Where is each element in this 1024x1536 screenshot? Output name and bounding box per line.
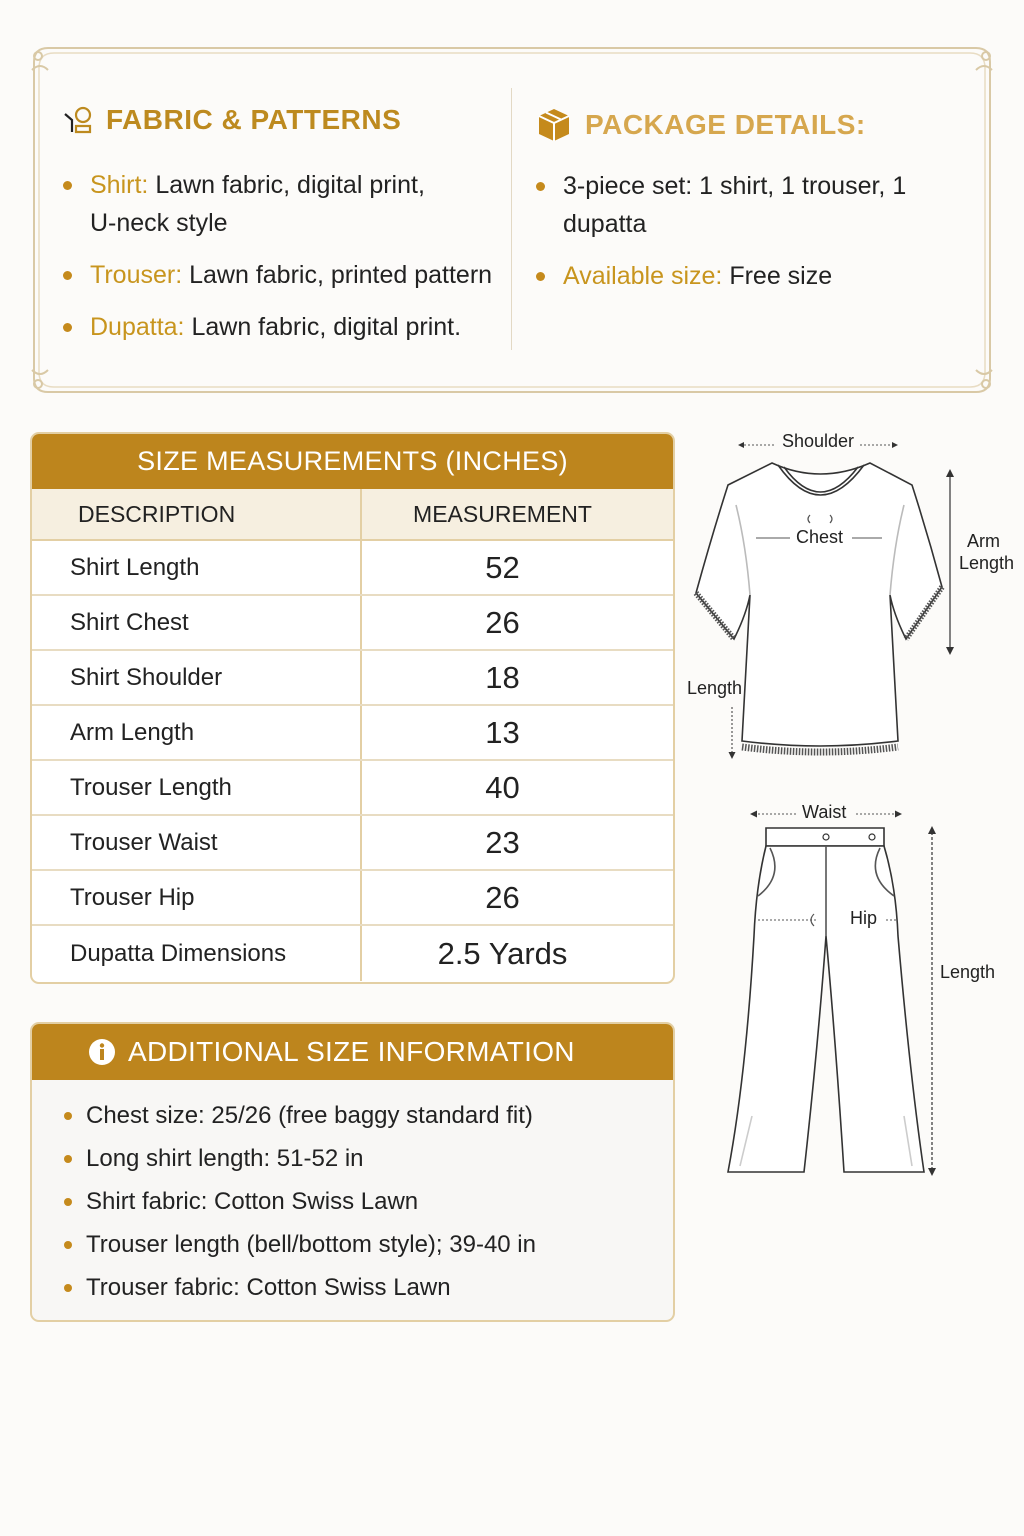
waist-label: Waist [802, 802, 847, 822]
fabric-item-value: Lawn fabric, digital print, [155, 171, 425, 199]
col-header-description: DESCRIPTION [32, 489, 362, 539]
table-title: SIZE MEASUREMENTS (INCHES) [32, 434, 673, 489]
fabric-item-trouser [62, 256, 512, 294]
trouser-length-label: Length [940, 962, 996, 982]
shirt-illustration [680, 425, 1020, 775]
table-row [32, 651, 673, 706]
list-item: Trouser length (bell/bottom style); 39-40 in [62, 1223, 536, 1266]
additional-info-title: ADDITIONAL SIZE INFORMATION [128, 1036, 575, 1067]
fabric-item-shirt [62, 166, 512, 242]
fabric-item-value: Lawn fabric, printed pattern [189, 261, 493, 289]
trouser-diagram [700, 796, 1020, 1186]
col-header-measurement: MEASUREMENT [413, 500, 592, 527]
shirt-length-label: Length [687, 678, 743, 698]
fabric-section [62, 44, 517, 396]
list-item: Shirt fabric: Cotton Swiss Lawn [62, 1180, 536, 1223]
fabric-item-value-cont: U-neck style [90, 209, 228, 237]
package-box-icon [535, 106, 573, 144]
row-measurement: 26 [485, 604, 520, 640]
shoulder-label: Shoulder [782, 431, 855, 451]
table-row [32, 761, 673, 816]
fabric-header [62, 104, 401, 136]
trouser-illustration [700, 796, 1020, 1186]
additional-info-header [32, 1024, 673, 1080]
additional-info-list [62, 1094, 536, 1309]
shirt-diagram [680, 425, 1020, 775]
row-description: Trouser Waist [32, 816, 362, 869]
table-row [32, 541, 673, 596]
row-measurement: 18 [485, 659, 520, 695]
table-row [32, 706, 673, 761]
table-row [32, 596, 673, 651]
table-row [32, 816, 673, 871]
list-item: Chest size: 25/26 (free baggy standard fit) [62, 1094, 536, 1137]
list-item: Trouser fabric: Cotton Swiss Lawn [62, 1266, 536, 1309]
row-description: Trouser Hip [32, 871, 362, 924]
size-measurements-table [30, 432, 675, 984]
package-item-set [535, 167, 975, 243]
row-description: Shirt Shoulder [32, 651, 362, 704]
arm-length-label-2: Length [959, 553, 1015, 573]
row-measurement: 23 [485, 824, 520, 860]
fabric-item-label: Dupatta: [90, 313, 185, 341]
fabric-list [62, 166, 512, 346]
chest-label: Chest [796, 527, 844, 547]
package-item-value: Free size [729, 262, 833, 290]
info-icon [88, 1038, 116, 1066]
table-row [32, 926, 673, 981]
row-measurement: 2.5 Yards [437, 935, 568, 971]
row-description: Trouser Length [32, 761, 362, 814]
fabric-item-label: Shirt: [90, 171, 149, 199]
package-section [535, 44, 975, 396]
fabric-item-dupatta [62, 308, 512, 346]
arm-length-label-1: Arm [967, 531, 1000, 551]
package-item-size [535, 257, 975, 295]
table-row [32, 871, 673, 926]
row-measurement: 26 [485, 879, 520, 915]
row-measurement: 13 [485, 714, 520, 750]
package-item-text: 3-piece set: 1 shirt, 1 trouser, 1 dupatta [563, 172, 907, 238]
package-item-label: Available size: [563, 262, 723, 290]
details-frame [30, 44, 994, 396]
row-description: Shirt Length [32, 541, 362, 594]
package-header [535, 106, 866, 144]
hip-label: Hip [850, 908, 878, 928]
additional-info-panel [30, 1022, 675, 1322]
fabric-item-value: Lawn fabric, digital print. [191, 313, 462, 341]
hanger-tag-icon [62, 104, 94, 136]
row-description: Dupatta Dimensions [32, 926, 362, 981]
list-item: Long shirt length: 51-52 in [62, 1137, 536, 1180]
row-measurement: 40 [485, 769, 520, 805]
table-header-row [32, 489, 673, 541]
row-measurement: 52 [485, 549, 520, 585]
fabric-item-label: Trouser: [90, 261, 183, 289]
row-description: Shirt Chest [32, 596, 362, 649]
row-description: Arm Length [32, 706, 362, 759]
package-list [535, 167, 975, 295]
fabric-title: FABRIC & PATTERNS [106, 104, 402, 135]
package-title: PACKAGE DETAILS: [585, 109, 866, 140]
